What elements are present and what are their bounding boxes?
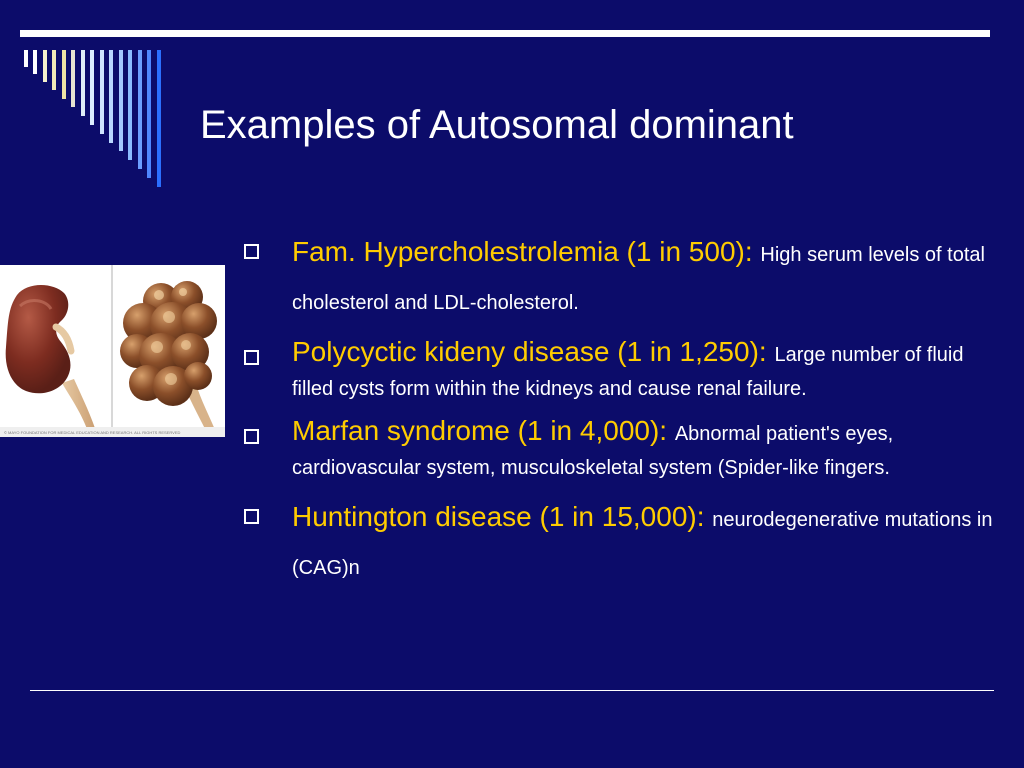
stripe-6	[71, 50, 75, 107]
top-rule	[20, 30, 990, 37]
bullet-list	[238, 228, 1000, 600]
stripe-12	[128, 50, 132, 160]
bullet-heading: Fam. Hypercholestrolemia (1 in 500):	[292, 236, 761, 267]
image-caption-strip	[0, 427, 225, 437]
stripe-2	[33, 50, 37, 74]
bullet-item	[238, 335, 1000, 406]
bullet-item	[238, 414, 1000, 485]
bullet-description: Abnormal patient's eyes, cardiovascular system, musculoskeletal system (Spider-like fingers.	[292, 423, 894, 479]
stripe-14	[147, 50, 151, 178]
square-bullet-icon	[244, 509, 259, 524]
polycystic-kidney-illustration	[113, 265, 225, 437]
bullet-description: neurodegenerative mutations in (CAG)n	[292, 509, 993, 579]
bullet-item	[238, 493, 1000, 592]
bullet-heading: Huntington disease (1 in 15,000):	[292, 501, 713, 532]
stripe-15	[157, 50, 161, 187]
bullet-heading: Polycyctic kideny disease (1 in 1,250):	[292, 336, 775, 367]
stripe-5	[62, 50, 66, 99]
stripe-1	[24, 50, 28, 67]
kidney-comparison-image	[0, 265, 225, 437]
stripe-13	[138, 50, 142, 169]
stripe-3	[43, 50, 47, 82]
bullet-description: High serum levels of total cholesterol and LDL-cholesterol.	[292, 244, 985, 314]
square-bullet-icon	[244, 429, 259, 444]
stripe-7	[81, 50, 85, 116]
stripe-8	[90, 50, 94, 125]
normal-kidney-illustration	[0, 265, 112, 437]
bullet-description: Large number of fluid filled cysts form within the kidneys and cause renal failure.	[292, 344, 964, 400]
square-bullet-icon	[244, 244, 259, 259]
bullet-heading: Marfan syndrome (1 in 4,000):	[292, 415, 675, 446]
image-caption: © MAYO FOUNDATION FOR MEDICAL EDUCATION AND RESEARCH. ALL RIGHTS RESERVED	[4, 430, 181, 435]
stripe-4	[52, 50, 56, 90]
stripe-10	[109, 50, 113, 143]
bullet-item	[238, 228, 1000, 327]
stripe-11	[119, 50, 123, 151]
square-bullet-icon	[244, 350, 259, 365]
slide-title: Examples of Autosomal dominant	[200, 103, 794, 147]
bottom-rule	[30, 690, 994, 691]
stripe-9	[100, 50, 104, 134]
